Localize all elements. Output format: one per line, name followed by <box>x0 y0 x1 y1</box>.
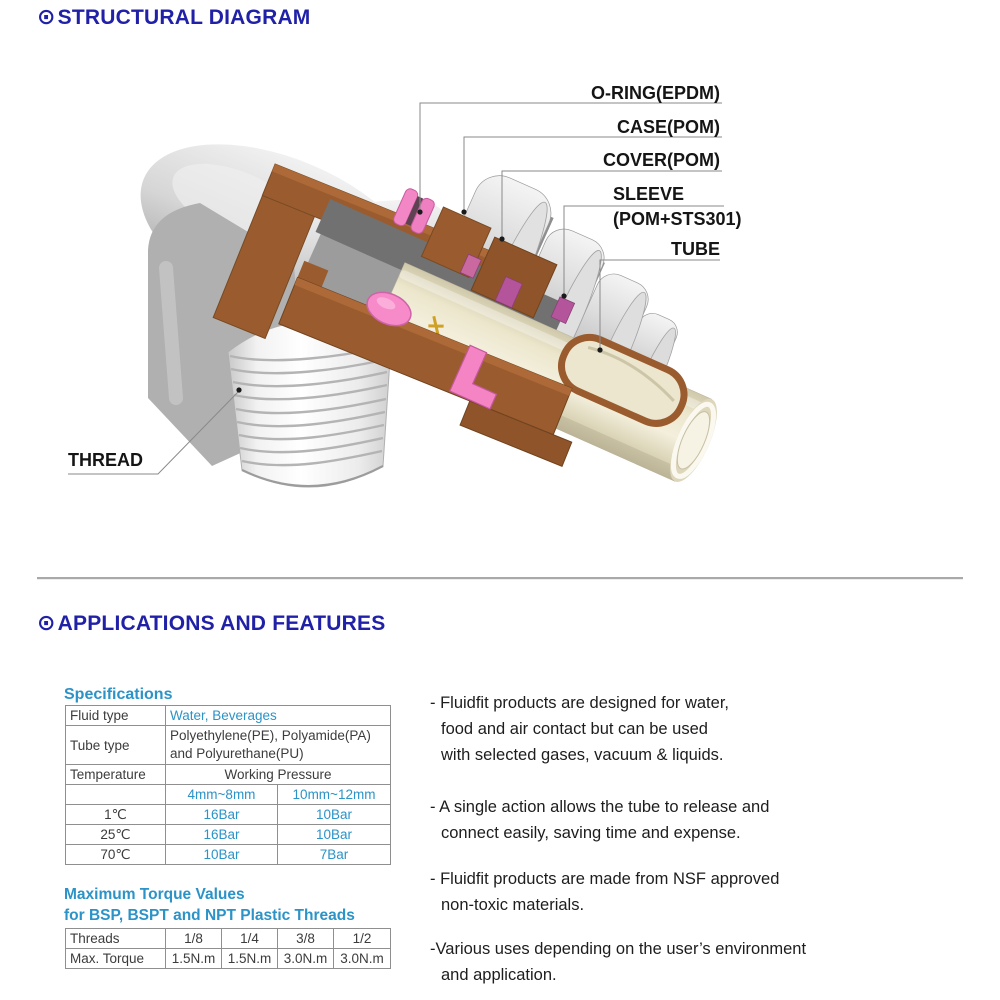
spec-empty-cell <box>66 785 166 805</box>
spec-working-pressure-label: Working Pressure <box>166 765 391 785</box>
spec-pressure-cell: 10Bar <box>166 845 278 865</box>
spec-size-header-large: 10mm~12mm <box>278 785 391 805</box>
section-divider <box>37 577 963 580</box>
torque-threads-label: Threads <box>66 929 166 949</box>
feature-item <box>430 936 995 988</box>
spec-temp-cell: 1℃ <box>66 805 166 825</box>
torque-value: 1.5N.m <box>166 949 222 969</box>
table-row <box>66 785 391 805</box>
spec-pressure-cell: 10Bar <box>278 805 391 825</box>
table-row <box>66 706 391 726</box>
specifications-table <box>65 705 391 865</box>
feature-line: and application. <box>441 966 557 984</box>
torque-table <box>65 928 391 969</box>
torque-thread-size: 1/4 <box>222 929 278 949</box>
table-row <box>66 726 391 765</box>
feature-line: -Various uses depending on the user’s environment <box>430 940 807 958</box>
feature-line: non-toxic materials. <box>441 896 585 914</box>
spec-fluid-value: Water, Beverages <box>166 706 391 726</box>
torque-thread-size: 1/2 <box>334 929 391 949</box>
section-title-text: APPLICATIONS AND FEATURES <box>57 612 386 635</box>
target-bullet-icon: ⊙ <box>37 4 56 29</box>
section-title-applications <box>37 612 385 636</box>
torque-thread-size: 1/8 <box>166 929 222 949</box>
spec-temperature-label: Temperature <box>66 765 166 785</box>
table-row <box>66 765 391 785</box>
feature-line: with selected gases, vacuum & liquids. <box>441 746 724 764</box>
target-bullet-icon: ⊙ <box>37 610 56 635</box>
torque-value: 3.0N.m <box>278 949 334 969</box>
feature-line: connect easily, saving time and expense. <box>441 824 741 842</box>
spec-tube-label: Tube type <box>66 726 166 765</box>
spec-pressure-cell: 10Bar <box>278 825 391 845</box>
torque-title <box>64 884 355 926</box>
feature-item <box>430 794 995 846</box>
spec-temp-cell: 25℃ <box>66 825 166 845</box>
feature-line: - A single action allows the tube to release and <box>430 798 770 816</box>
table-row <box>66 825 391 845</box>
feature-line: - Fluidfit products are made from NSF approved <box>430 870 780 888</box>
label-sleeve: SLEEVE <box>613 184 685 204</box>
label-sleeve-material: (POM+STS301) <box>613 209 742 229</box>
torque-max-label: Max. Torque <box>66 949 166 969</box>
feature-line: food and air contact but can be used <box>441 720 708 738</box>
table-row <box>66 805 391 825</box>
label-cover: COVER(POM) <box>603 150 720 170</box>
spec-temp-cell: 70℃ <box>66 845 166 865</box>
feature-item <box>430 866 995 918</box>
spec-fluid-label: Fluid type <box>66 706 166 726</box>
feature-item <box>430 690 995 768</box>
feature-line: - Fluidfit products are designed for water, <box>430 694 729 712</box>
section-title-text: STRUCTURAL DIAGRAM <box>57 6 311 29</box>
torque-thread-size: 3/8 <box>278 929 334 949</box>
spec-pressure-cell: 7Bar <box>278 845 391 865</box>
spec-size-header-small: 4mm~8mm <box>166 785 278 805</box>
label-thread: THREAD <box>68 450 143 470</box>
label-tube: TUBE <box>671 239 720 259</box>
table-row <box>66 949 391 969</box>
spec-pressure-cell: 16Bar <box>166 805 278 825</box>
table-row <box>66 929 391 949</box>
torque-title-line2: for BSP, BSPT and NPT Plastic Threads <box>64 907 355 924</box>
label-o-ring: O-RING(EPDM) <box>591 83 720 103</box>
spec-tube-value: Polyethylene(PE), Polyamide(PA) and Polyurethane(PU) <box>166 726 391 765</box>
torque-value: 1.5N.m <box>222 949 278 969</box>
table-row <box>66 845 391 865</box>
spec-pressure-cell: 16Bar <box>166 825 278 845</box>
specifications-title: Specifications <box>64 686 173 703</box>
torque-value: 3.0N.m <box>334 949 391 969</box>
label-case: CASE(POM) <box>617 117 720 137</box>
torque-title-line1: Maximum Torque Values <box>64 886 245 903</box>
